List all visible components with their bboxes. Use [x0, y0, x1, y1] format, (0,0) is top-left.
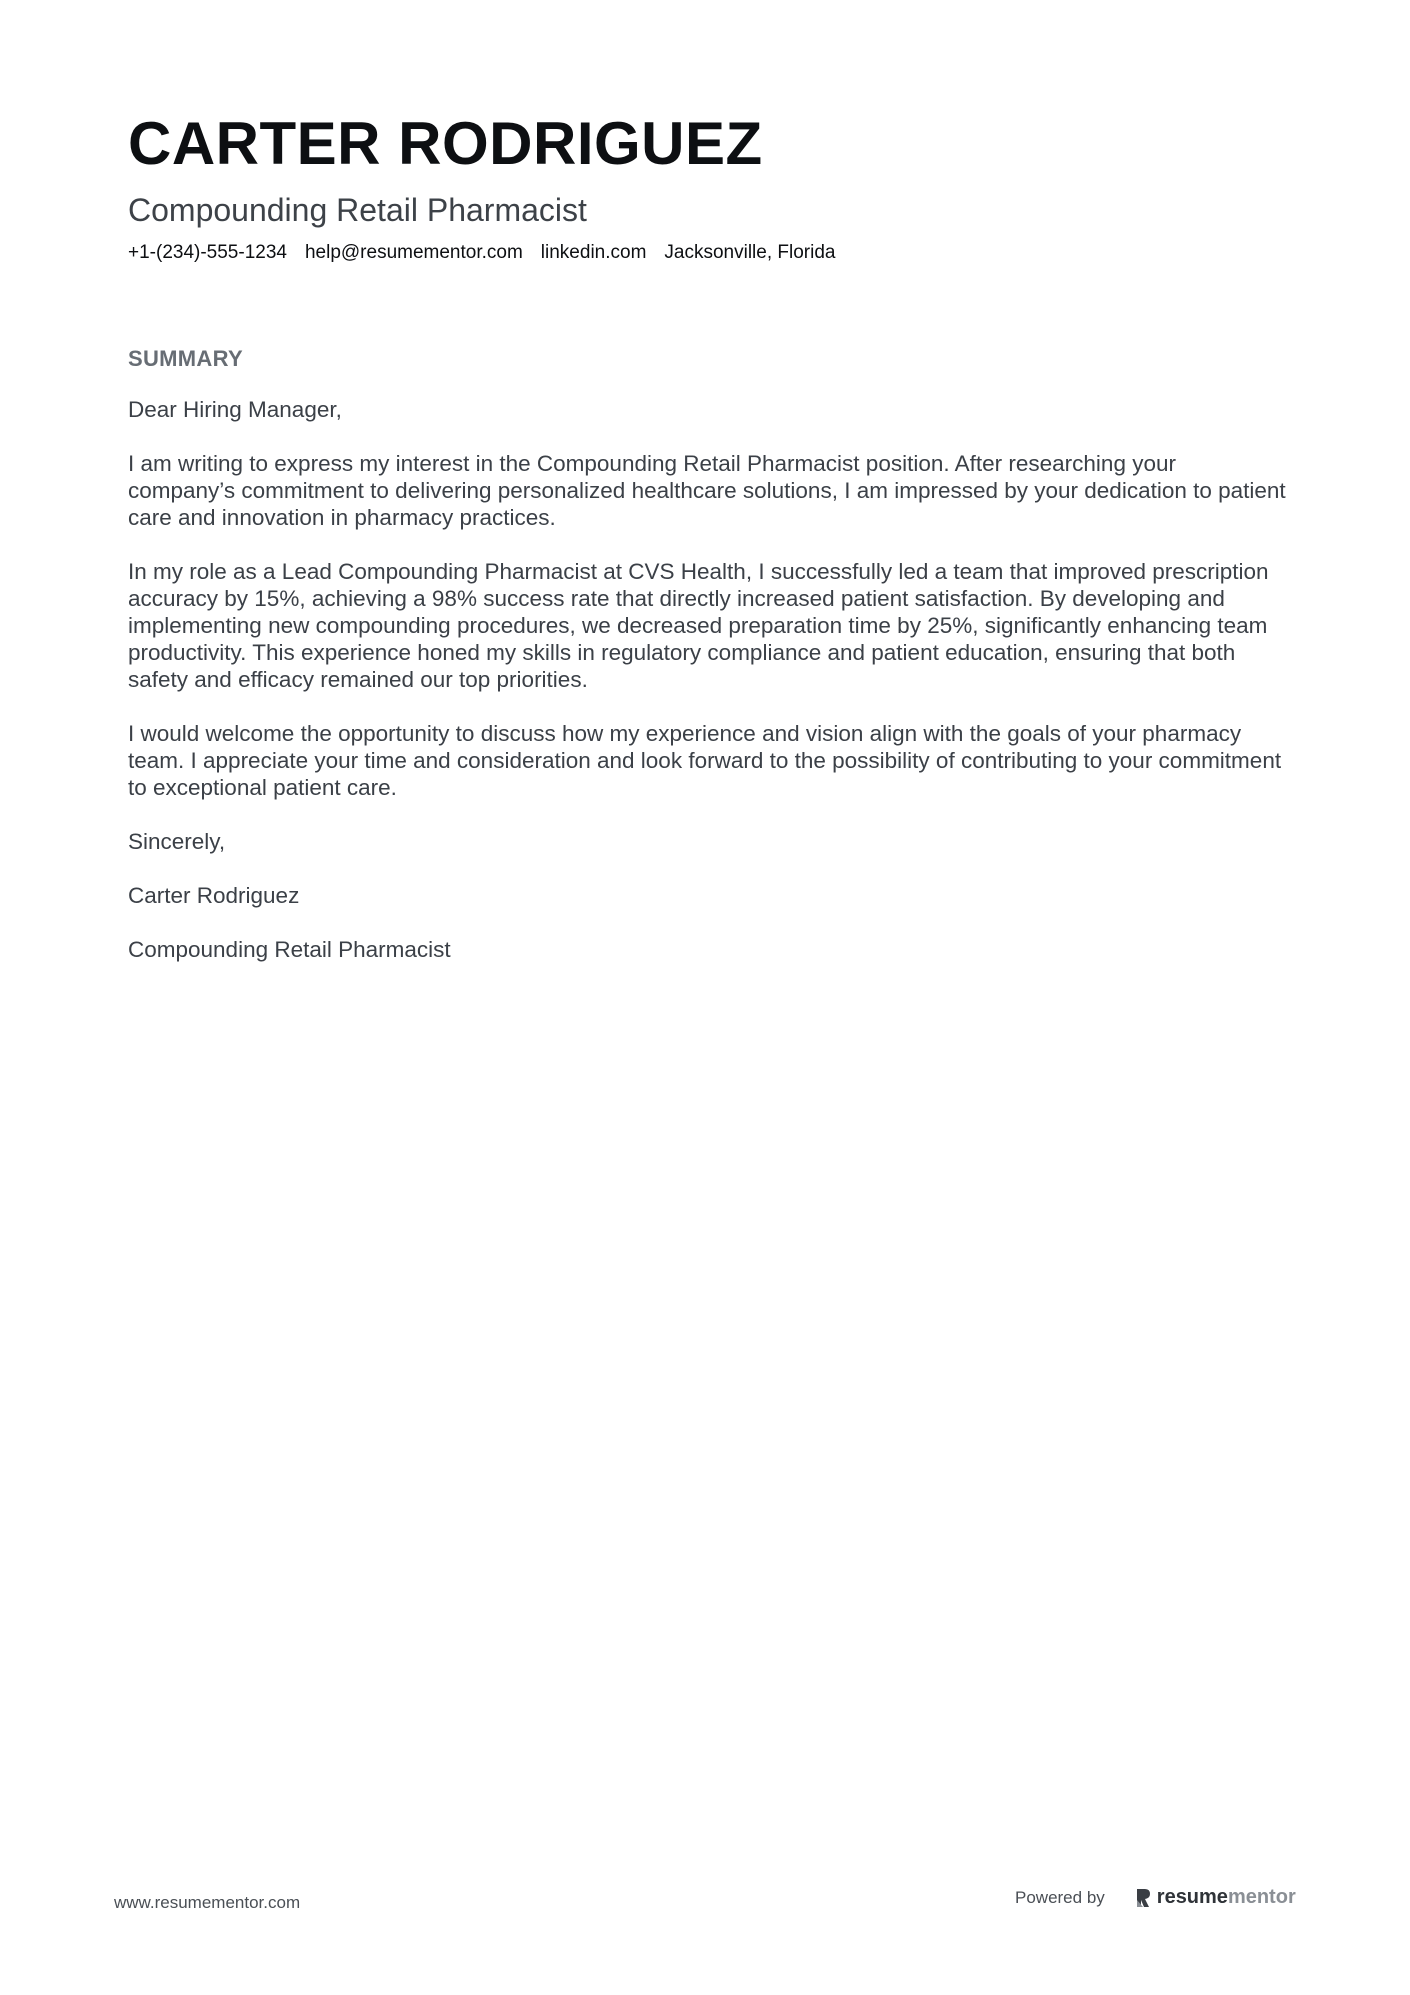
- summary-section: [128, 344, 1288, 990]
- contact-email[interactable]: help@resumementor.com: [304, 242, 523, 263]
- brand-name-part2: mentor: [1227, 1886, 1296, 1908]
- contact-location: Jacksonville, Florida: [664, 242, 836, 263]
- greeting: Dear Hiring Manager,: [128, 397, 342, 422]
- signature-name: Carter Rodriguez: [128, 883, 300, 908]
- footer-branding: [1015, 1886, 1296, 1909]
- body-paragraph: I would welcome the opportunity to discuss how my experience and vision align with the goals of your pharmacy team. I appreciate your time and consideration and look forward to the possibility of contributing to your commitment to exceptional patient care.: [128, 721, 1282, 800]
- brand-logo[interactable]: [1135, 1886, 1296, 1909]
- contact-linkedin[interactable]: linkedin.com: [540, 242, 647, 263]
- applicant-name: CARTER RODRIGUEZ: [128, 110, 763, 177]
- brand-name-part1: resume: [1156, 1886, 1228, 1908]
- applicant-title: Compounding Retail Pharmacist: [128, 192, 587, 228]
- powered-by-label: Powered by: [1015, 1887, 1105, 1907]
- contact-info: [128, 240, 1278, 266]
- header: [128, 108, 1278, 266]
- contact-phone: +1-(234)-555-1234: [128, 242, 287, 263]
- signature-title: Compounding Retail Pharmacist: [128, 937, 451, 962]
- footer-website[interactable]: www.resumementor.com: [114, 1893, 301, 1912]
- resumementor-logo-icon: [1135, 1888, 1151, 1908]
- section-heading: SUMMARY: [128, 346, 243, 371]
- body-paragraph: I am writing to express my interest in the Compounding Retail Pharmacist position. After researching your company’s commitment to delivering personalized healthcare solutions, I am impressed by your dedication to patient care and innovation in pharmacy practices.: [128, 451, 1286, 530]
- closing: Sincerely,: [128, 829, 226, 854]
- body-paragraph: In my role as a Lead Compounding Pharmacist at CVS Health, I successfully led a team that improved prescription accuracy by 15%, achieving a 98% success rate that directly increased patient satisfaction. By developing and implementing new compounding procedures, we decreased preparation time by 25%, significantly enhancing team productivity. This experience honed my skills in regulatory compliance and patient education, ensuring that both safety and efficacy remained our top priorities.: [128, 559, 1269, 692]
